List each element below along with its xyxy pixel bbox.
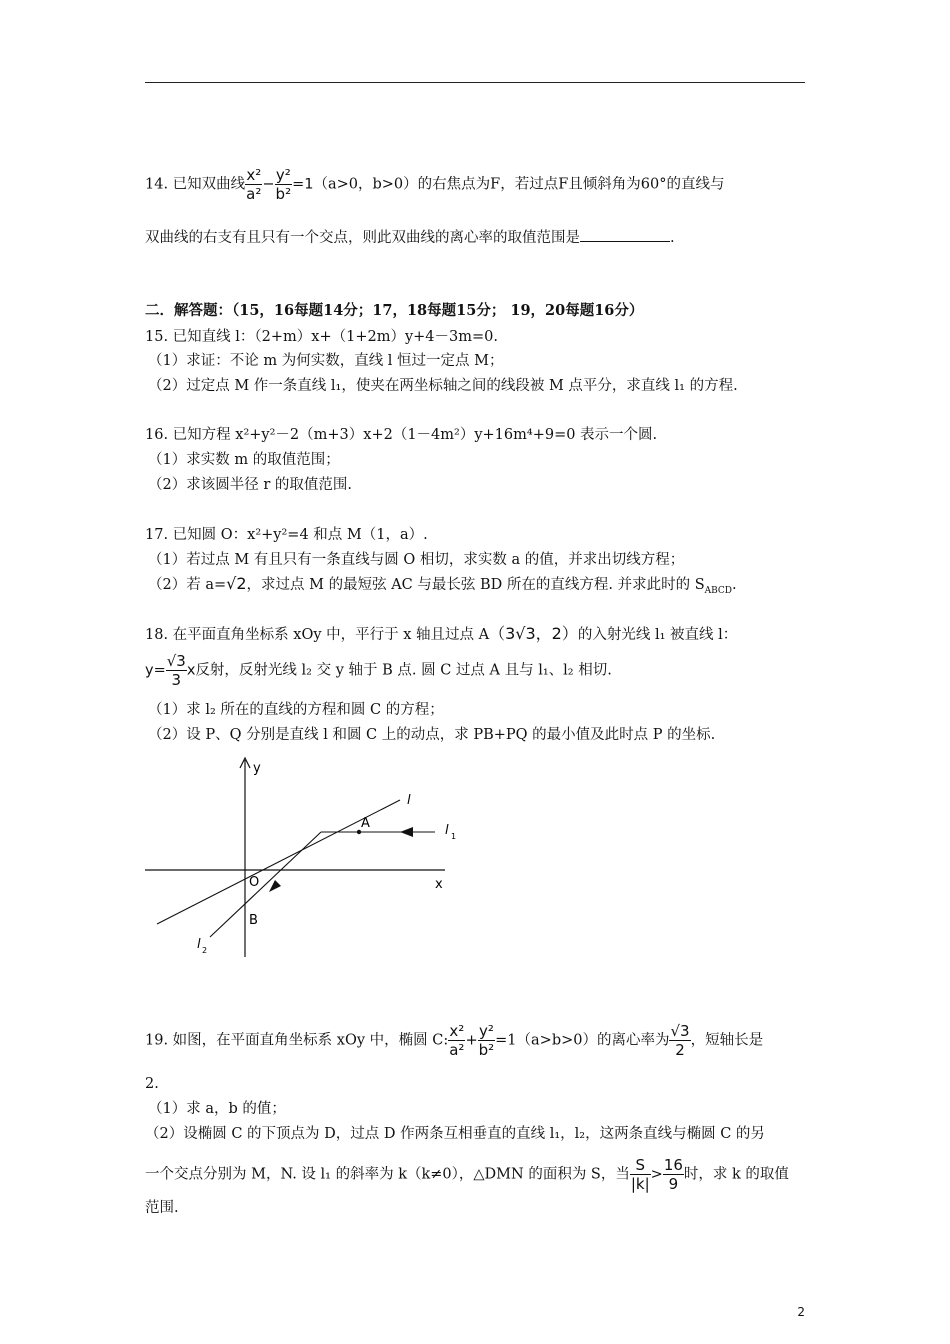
label-B: B xyxy=(249,913,258,928)
page-number: 2 xyxy=(797,1305,805,1319)
q17-stem: 17. 已知圆 O：x²+y²=4 和点 M（1，a）. xyxy=(145,527,428,543)
header-rule xyxy=(145,82,805,83)
q14-eq: =1 xyxy=(292,176,314,193)
q14-prefix: 14. 已知双曲线 xyxy=(145,176,246,193)
sqrt2: √2 xyxy=(226,574,247,593)
label-l2-sub: 2 xyxy=(202,946,208,955)
q18-stem-1: 18. 在平面直角坐标系 xOy 中，平行于 x 轴且过点 A（3√3，2）的入射光线 l₁ 被直线 l： xyxy=(145,624,738,643)
label-O: O xyxy=(249,875,260,890)
label-A: A xyxy=(361,816,370,831)
label-x: x xyxy=(435,877,443,892)
q19-part2-end: 范围. xyxy=(145,1200,179,1216)
q15-stem: 15. 已知直线 l：（2+m）x+（1+2m）y+4－3m=0. xyxy=(145,329,498,345)
q14-frac-x: $\frac{\text{x²}}{\text{a²}}$ xyxy=(246,166,262,203)
q14-end: . xyxy=(670,230,675,246)
answer-blank xyxy=(580,227,670,242)
q17-part1: （1）若过点 M 有且只有一条直线与圆 O 相切，求实数 a 的值，并求出切线方程； xyxy=(148,552,685,568)
q19-frac-y: $\frac{\text{y²}}{\text{b²}}$ xyxy=(478,1022,495,1059)
q16-part2: （2）求该圆半径 r 的取值范围. xyxy=(148,477,352,493)
q19-part1: （1）求 a，b 的值； xyxy=(148,1101,286,1117)
q19-part2: （2）设椭圆 C 的下顶点为 D，过点 D 作两条互相垂直的直线 l₁，l₂，这两条直线与椭圆 C 的另 xyxy=(145,1126,765,1142)
l1-arrow xyxy=(400,827,413,837)
q18-part1: （1）求 l₂ 所在的直线的方程和圆 C 的方程； xyxy=(148,702,444,718)
label-l1: l xyxy=(445,823,449,838)
q19-part2-cont: 一个交点分别为 M，N. 设 l₁ 的斜率为 k（k≠0），△DMN 的面积为 S，当 $\frac{S}{|k|}$ > $\frac{16}{9}$ 时，求 k 的取值 xyxy=(145,1156,789,1193)
q16-stem: 16. 已知方程 x²+y²－2（m+3）x+2（1－4m²）y+16m⁴+9=0 表示一个圆. xyxy=(145,427,658,443)
q19-eccentricity: $\frac{√3}{2}$ xyxy=(670,1022,690,1059)
q19-line-2: 2. xyxy=(145,1076,159,1092)
q18-slope-frac: $\frac{√3}{3}$ xyxy=(166,652,186,689)
q15-part1: （1）求证：不论 m 为何实数，直线 l 恒过一定点 M； xyxy=(148,353,504,369)
q14-mid: （a>0，b>0）的右焦点为F，若过点F且倾斜角为60°的直线与 xyxy=(313,176,725,193)
q14-line2-text: 双曲线的右支有且只有一个交点，则此双曲线的离心率的取值范围是 xyxy=(145,230,580,246)
q18-stem-2: y= $\frac{√3}{3}$ x反射，反射光线 l₂ 交 y 轴于 B 点. 圆 C 过点 A 且与 l₁、l₂ 相切. xyxy=(145,652,612,689)
q17-part2: （2）若 a=√2，求过点 M 的最短弦 AC 与最长弦 BD 所在的直线方程. 并求此时的 $S_{ABCD}$. xyxy=(148,574,737,596)
line-l2 xyxy=(210,832,321,937)
q14-line-2 xyxy=(145,227,675,248)
label-l1-sub: 1 xyxy=(451,832,457,841)
reflection-figure xyxy=(145,752,465,967)
q14-line-1 xyxy=(145,166,724,203)
section-title: 二．解答题：（15，16每题14分；17，18每题15分； 19，20每题16分） xyxy=(145,302,644,319)
q18-part2: （2）设 P、Q 分别是直线 l 和圆 C 上的动点，求 PB+PQ 的最小值及此时点 P 的坐标. xyxy=(148,727,716,743)
label-y: y xyxy=(253,761,261,776)
q16-part1: （1）求实数 m 的取值范围； xyxy=(148,452,340,468)
label-l: l xyxy=(407,793,411,808)
l2-arrow xyxy=(269,880,281,892)
q14-frac-y: $\frac{\text{y²}}{\text{b²}}$ xyxy=(275,166,292,203)
q15-part2: （2）过定点 M 作一条直线 l₁，使夹在两坐标轴之间的线段被 M 点平分，求直线 l₁ 的方程. xyxy=(148,378,738,394)
label-l2: l xyxy=(197,937,201,952)
point-A-coords: （3√3，2） xyxy=(489,624,578,643)
q19-s-over-k: $\frac{S}{|k|}$ xyxy=(630,1156,650,1193)
q19-line-1: 19. 如图，在平面直角坐标系 xOy 中，椭圆 C: $\frac{\text{x²}}{\text{a²}}$ + $\frac{\text{y²}}{\text{b²}}$ =1（a>b>0）的离心率为 $\frac{√3}{2}$ ，短轴长是 xyxy=(145,1022,764,1059)
q14-minus: − xyxy=(262,176,275,193)
q19-sixteen-ninths: $\frac{16}{9}$ xyxy=(663,1156,683,1193)
q19-frac-x: $\frac{\text{x²}}{\text{a²}}$ xyxy=(449,1022,465,1059)
